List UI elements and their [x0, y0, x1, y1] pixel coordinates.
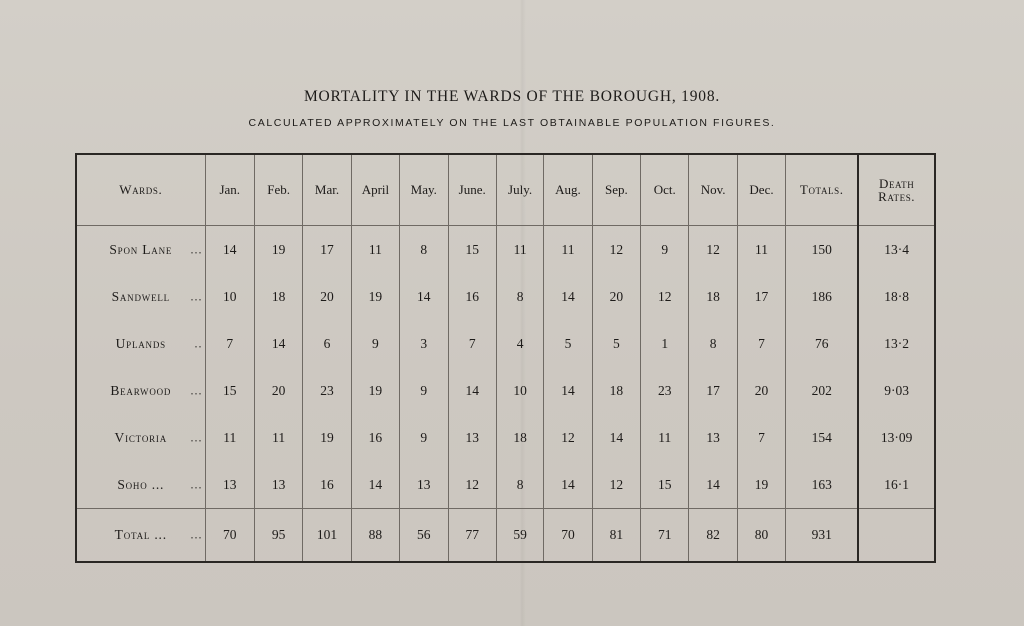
total-label-cell: [76, 509, 205, 563]
month-value-cell: 1: [641, 320, 689, 367]
month-value-cell: 7: [448, 320, 496, 367]
month-value-cell: 13: [400, 461, 448, 509]
month-value-cell: 9: [641, 226, 689, 274]
month-value-cell: 11: [641, 414, 689, 461]
month-value-cell: 16: [351, 414, 399, 461]
header-month: Feb.: [254, 154, 302, 226]
ward-total-cell: 150: [786, 226, 859, 274]
death-rate-cell: 13·2: [858, 320, 935, 367]
header-death-rates-line1: Death: [878, 176, 915, 191]
month-value-cell: 14: [592, 414, 640, 461]
ward-row: [76, 320, 935, 367]
header-row: [76, 154, 935, 226]
total-month-cell: 59: [496, 509, 543, 563]
page-title: MORTALITY IN THE WARDS OF THE BOROUGH, 1908.: [303, 88, 721, 105]
month-value-cell: 23: [303, 367, 351, 414]
header-month: July.: [496, 154, 543, 226]
month-value-cell: 13: [448, 414, 496, 461]
header-month: Dec.: [737, 154, 785, 226]
month-value-cell: 8: [496, 461, 543, 509]
death-rate-cell: 13·09: [858, 414, 935, 461]
month-value-cell: 11: [205, 414, 254, 461]
month-value-cell: 10: [205, 273, 254, 320]
header-month: Oct.: [641, 154, 689, 226]
header-wards: Wards.: [76, 154, 205, 226]
month-value-cell: 14: [544, 273, 592, 320]
ward-name-cell: [76, 367, 205, 414]
month-value-cell: 13: [254, 461, 302, 509]
month-value-cell: 7: [737, 414, 785, 461]
month-value-cell: 9: [400, 414, 448, 461]
header-death-rates: [858, 154, 935, 226]
ward-total-cell: 202: [786, 367, 859, 414]
month-value-cell: 11: [254, 414, 302, 461]
month-value-cell: 19: [351, 273, 399, 320]
header-month: Jan.: [205, 154, 254, 226]
header-month: Nov.: [689, 154, 737, 226]
month-value-cell: 14: [254, 320, 302, 367]
total-month-cell: 56: [400, 509, 448, 563]
total-month-cell: 95: [254, 509, 302, 563]
ward-total-cell: 163: [786, 461, 859, 509]
month-value-cell: 20: [254, 367, 302, 414]
month-value-cell: 18: [496, 414, 543, 461]
leader-dots: ...: [190, 527, 203, 542]
month-value-cell: 4: [496, 320, 543, 367]
month-value-cell: 12: [448, 461, 496, 509]
death-rate-cell: 16·1: [858, 461, 935, 509]
ward-name: Victoria: [114, 429, 168, 445]
total-month-cell: 77: [448, 509, 496, 563]
header-month: May.: [400, 154, 448, 226]
total-month-cell: 80: [737, 509, 785, 563]
grand-total-cell: 931: [786, 509, 859, 563]
month-value-cell: 17: [303, 226, 351, 274]
month-value-cell: 10: [496, 367, 543, 414]
total-month-cell: 82: [689, 509, 737, 563]
header-month: Mar.: [303, 154, 351, 226]
ward-name: Spon Lane: [109, 241, 173, 257]
month-value-cell: 8: [689, 320, 737, 367]
total-month-cell: 71: [641, 509, 689, 563]
ward-total-cell: 76: [786, 320, 859, 367]
month-value-cell: 8: [400, 226, 448, 274]
header-month: April: [351, 154, 399, 226]
total-label: Total ...: [114, 527, 167, 542]
month-value-cell: 11: [496, 226, 543, 274]
month-value-cell: 14: [544, 461, 592, 509]
month-value-cell: 11: [544, 226, 592, 274]
month-value-cell: 3: [400, 320, 448, 367]
month-value-cell: 7: [205, 320, 254, 367]
header-totals: Totals.: [786, 154, 859, 226]
total-month-cell: 88: [351, 509, 399, 563]
month-value-cell: 18: [592, 367, 640, 414]
month-value-cell: 12: [544, 414, 592, 461]
month-value-cell: 11: [351, 226, 399, 274]
month-value-cell: 7: [737, 320, 785, 367]
leader-dots: ..: [194, 336, 203, 350]
month-value-cell: 15: [448, 226, 496, 274]
month-value-cell: 14: [351, 461, 399, 509]
month-value-cell: 17: [689, 367, 737, 414]
total-rate-cell: [858, 509, 935, 563]
ward-name: Uplands: [115, 335, 166, 351]
month-value-cell: 13: [689, 414, 737, 461]
month-value-cell: 17: [737, 273, 785, 320]
month-value-cell: 15: [641, 461, 689, 509]
total-month-cell: 81: [592, 509, 640, 563]
ward-total-cell: 154: [786, 414, 859, 461]
month-value-cell: 12: [641, 273, 689, 320]
ward-row: [76, 414, 935, 461]
header-month: Sep.: [592, 154, 640, 226]
ward-row: [76, 273, 935, 320]
ward-total-cell: 186: [786, 273, 859, 320]
ward-row: [76, 367, 935, 414]
month-value-cell: 20: [303, 273, 351, 320]
month-value-cell: 9: [400, 367, 448, 414]
month-value-cell: 12: [592, 461, 640, 509]
total-month-cell: 70: [544, 509, 592, 563]
header-death-rates-line2: Rates.: [878, 189, 916, 204]
ward-name: Bearwood: [110, 382, 172, 398]
ward-name: Sandwell: [111, 288, 170, 304]
total-month-cell: 70: [205, 509, 254, 563]
month-value-cell: 8: [496, 273, 543, 320]
ward-row: [76, 226, 935, 274]
ward-name-cell: [76, 273, 205, 320]
total-row: [76, 509, 935, 563]
month-value-cell: 14: [544, 367, 592, 414]
page-subtitle: CALCULATED APPROXIMATELY ON THE LAST OBTAINABLE POPULATION FIGURES.: [248, 117, 776, 129]
month-value-cell: 16: [303, 461, 351, 509]
month-value-cell: 14: [689, 461, 737, 509]
total-month-cell: 101: [303, 509, 351, 563]
leader-dots: ...: [190, 430, 203, 444]
ward-row: [76, 461, 935, 509]
month-value-cell: 6: [303, 320, 351, 367]
leader-dots: ...: [190, 383, 203, 397]
ward-name-cell: [76, 320, 205, 367]
month-value-cell: 14: [400, 273, 448, 320]
month-value-cell: 14: [205, 226, 254, 274]
header-month: Aug.: [544, 154, 592, 226]
month-value-cell: 15: [205, 367, 254, 414]
ward-name: Soho ...: [117, 476, 165, 492]
month-value-cell: 12: [592, 226, 640, 274]
month-value-cell: 5: [544, 320, 592, 367]
month-value-cell: 13: [205, 461, 254, 509]
death-rate-cell: 9·03: [858, 367, 935, 414]
header-month: June.: [448, 154, 496, 226]
ward-name-cell: [76, 461, 205, 509]
month-value-cell: 9: [351, 320, 399, 367]
ward-name-cell: [76, 226, 205, 274]
leader-dots: ...: [190, 289, 203, 303]
month-value-cell: 16: [448, 273, 496, 320]
leader-dots: ...: [190, 242, 203, 256]
mortality-table: [75, 153, 936, 563]
month-value-cell: 23: [641, 367, 689, 414]
month-value-cell: 14: [448, 367, 496, 414]
month-value-cell: 19: [254, 226, 302, 274]
death-rate-cell: 18·8: [858, 273, 935, 320]
month-value-cell: 18: [254, 273, 302, 320]
month-value-cell: 19: [737, 461, 785, 509]
death-rate-cell: 13·4: [858, 226, 935, 274]
month-value-cell: 5: [592, 320, 640, 367]
month-value-cell: 19: [351, 367, 399, 414]
month-value-cell: 12: [689, 226, 737, 274]
month-value-cell: 20: [592, 273, 640, 320]
month-value-cell: 19: [303, 414, 351, 461]
leader-dots: ...: [190, 477, 203, 491]
month-value-cell: 18: [689, 273, 737, 320]
month-value-cell: 20: [737, 367, 785, 414]
month-value-cell: 11: [737, 226, 785, 274]
ward-name-cell: [76, 414, 205, 461]
